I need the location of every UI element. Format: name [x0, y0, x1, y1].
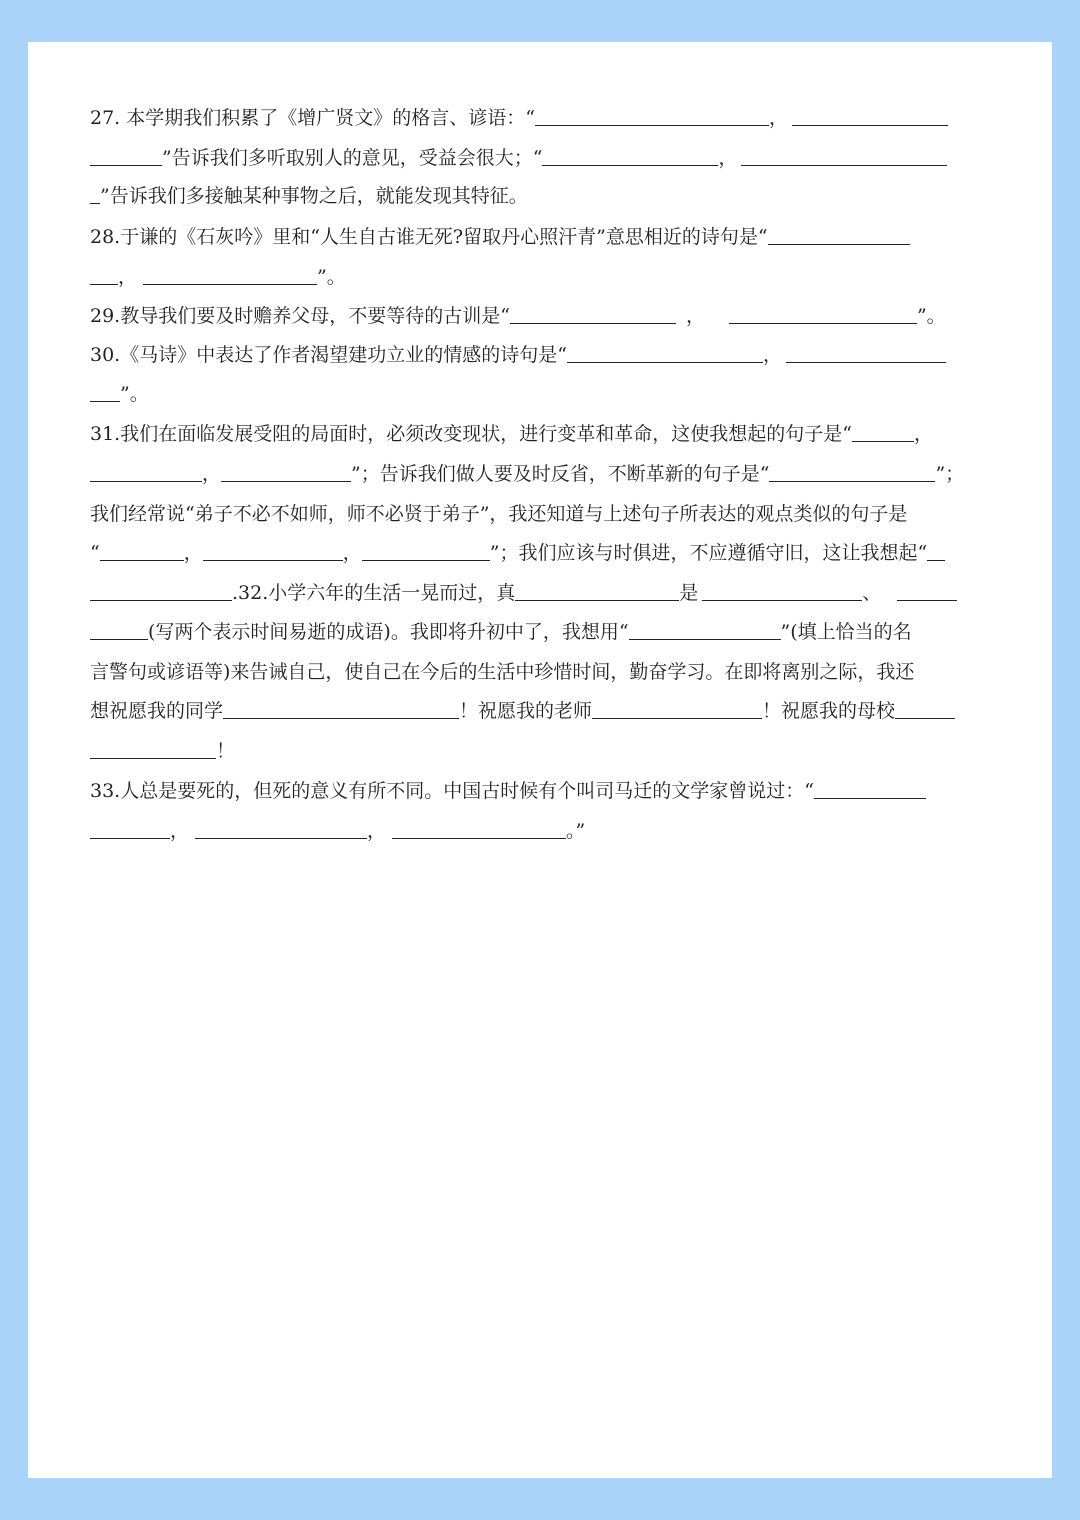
q32-line-5 — [90, 736, 992, 766]
answer-blank[interactable] — [629, 638, 781, 640]
answer-blank[interactable] — [895, 717, 955, 719]
q31-text-4: ”；告诉我们做人要及时反省，不断革新的句子是“ — [351, 463, 770, 485]
answer-blank[interactable] — [362, 559, 490, 561]
q31-line-2 — [90, 459, 992, 489]
worksheet-page — [28, 42, 1052, 1478]
q27-text-3: ”告诉我们多听取别人的意见，受益会很大；“ — [162, 147, 543, 169]
answer-blank[interactable] — [90, 599, 232, 601]
q33-text-3: ， — [367, 820, 387, 842]
answer-blank[interactable] — [741, 164, 947, 166]
q31-text-9: ， — [342, 542, 362, 564]
q30-text-2: ， — [762, 344, 782, 366]
q32-text-2: 是 — [679, 582, 699, 604]
q32-text-1: .32.小学六年的生活一晃而过，真 — [232, 582, 516, 604]
q31-text-8: ， — [183, 542, 203, 564]
q29-text-3: ”。 — [916, 305, 946, 327]
q31-text-1: 31.我们在面临发展受阻的局面时，必须改变现状，进行变革和革命，这使我想起的句子是“ — [90, 423, 852, 445]
q28-text-2: ， — [118, 266, 138, 288]
answer-blank[interactable] — [143, 283, 317, 285]
answer-blank[interactable] — [897, 599, 957, 601]
answer-blank[interactable] — [792, 124, 948, 126]
q33-line-2 — [90, 816, 992, 846]
answer-blank[interactable] — [702, 599, 862, 601]
q31-line-1 — [90, 419, 992, 449]
answer-blank[interactable] — [223, 717, 459, 719]
q28-text-3: ”。 — [317, 266, 346, 288]
q27-line-1 — [90, 103, 992, 133]
answer-blank[interactable] — [786, 361, 946, 363]
q32-text-4: (写两个表示时间易逝的成语)。我即将升初中了，我想用“ — [148, 621, 629, 643]
q29-line-1 — [90, 301, 992, 331]
answer-blank[interactable] — [90, 837, 170, 839]
answer-blank[interactable] — [90, 638, 148, 640]
answer-blank[interactable] — [221, 480, 351, 482]
answer-blank[interactable] — [90, 283, 118, 285]
answer-blank[interactable] — [90, 757, 216, 759]
q32-line-2 — [90, 617, 992, 647]
answer-blank[interactable] — [729, 322, 917, 324]
q27-text-1: 27. 本学期我们积累了《增广贤文》的格言、谚语：“ — [90, 107, 535, 129]
q27-text-5: ”告诉我们多接触某种事物之后，就能发现其特征。 — [100, 185, 528, 207]
answer-blank[interactable] — [515, 599, 679, 601]
q31-line-4 — [90, 538, 992, 568]
answer-blank[interactable] — [768, 243, 910, 245]
q30-text-1: 30.《马诗》中表达了作者渴望建功立业的情感的诗句是“ — [90, 344, 567, 366]
q32-text-8: ！祝愿我的老师 — [459, 700, 593, 722]
q32-text-3: 、 — [862, 582, 882, 604]
answer-blank[interactable] — [90, 400, 120, 402]
answer-blank[interactable] — [90, 202, 100, 204]
q32-line-3 — [90, 657, 992, 687]
answer-blank[interactable] — [510, 322, 676, 324]
answer-blank[interactable] — [90, 164, 162, 166]
q32-line-1 — [90, 578, 992, 608]
q27-text-4: ， — [718, 147, 738, 169]
q33-text-4: 。” — [566, 820, 586, 842]
q32-text-6: 言警句或谚语等)来告诫自己，使自己在今后的生活中珍惜时间，勤奋学习。在即将离别之际，我还 — [90, 661, 915, 683]
q31-line-3 — [90, 499, 992, 529]
answer-blank[interactable] — [542, 164, 718, 166]
q29-text-2: ， — [685, 305, 705, 327]
q32-text-7: 想祝愿我的同学 — [90, 700, 224, 722]
answer-blank[interactable] — [852, 440, 914, 442]
q29-text-1: 29.教导我们要及时赡养父母，不要等待的古训是“ — [90, 305, 510, 327]
answer-blank[interactable] — [927, 559, 945, 561]
answer-blank[interactable] — [392, 837, 566, 839]
q30-line-2 — [90, 379, 992, 409]
q27-text-2: ， — [768, 107, 788, 129]
q32-text-9: ！祝愿我的母校 — [762, 700, 896, 722]
answer-blank[interactable] — [90, 480, 202, 482]
q31-text-10: ”；我们应该与时俱进，不应遵循守旧，这让我想起“ — [489, 542, 928, 564]
q33-text-1: 33.人总是要死的，但死的意义有所不同。中国古时候有个叫司马迁的文学家曾说过：“ — [90, 780, 814, 802]
answer-blank[interactable] — [203, 559, 343, 561]
q33-text-2: ， — [170, 820, 190, 842]
q33-line-1 — [90, 776, 992, 806]
q31-text-6: 我们经常说“弟子不必不如师，师不必贤于弟子”，我还知道与上述句子所表达的观点类似的句子是 — [90, 503, 908, 525]
q28-line-1 — [90, 222, 992, 252]
answer-blank[interactable] — [195, 837, 367, 839]
q31-text-2: ， — [913, 423, 933, 445]
q27-line-3 — [90, 181, 992, 211]
answer-blank[interactable] — [100, 559, 184, 561]
q31-text-5: ”； — [935, 463, 965, 485]
q30-line-1 — [90, 340, 992, 370]
q27-line-2 — [90, 143, 992, 173]
answer-blank[interactable] — [814, 797, 926, 799]
answer-blank[interactable] — [535, 124, 769, 126]
answer-blank[interactable] — [769, 480, 935, 482]
q28-line-2 — [90, 262, 992, 292]
answer-blank[interactable] — [592, 717, 762, 719]
q31-text-3: ， — [202, 463, 222, 485]
q32-text-10: ！ — [216, 740, 236, 762]
q32-text-5: ”(填上恰当的名 — [780, 621, 912, 643]
answer-blank[interactable] — [567, 361, 763, 363]
q28-text-1: 28.于谦的《石灰吟》里和“人生自古谁无死?留取丹心照汗青”意思相近的诗句是“ — [90, 226, 768, 248]
q32-line-4 — [90, 696, 992, 726]
q30-text-3: ”。 — [120, 383, 149, 405]
q31-text-7: “ — [90, 542, 100, 564]
